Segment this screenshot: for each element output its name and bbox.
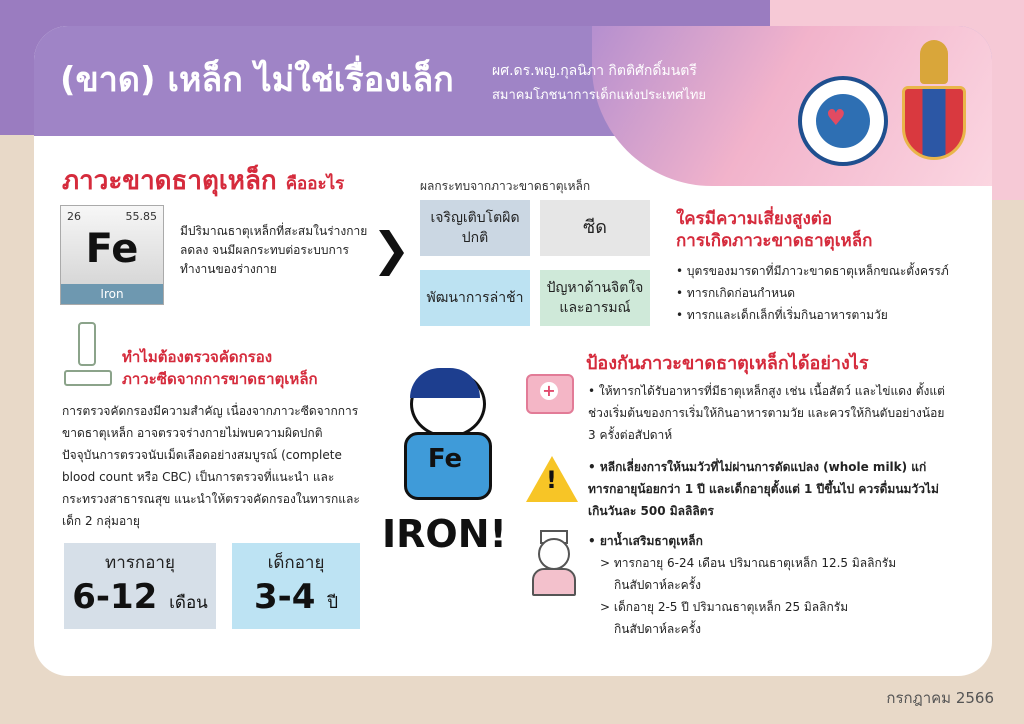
risk-heading-line1: ใครมีความเสี่ยงสูงต่อ xyxy=(676,209,833,229)
crying-child-illustration xyxy=(380,366,510,516)
prevention-point-food: • ให้ทารกได้รับอาหารที่มีธาตุเหล็กสูง เช่น เนื้อสัตว์ และไข่แดง ตั้งแต่ช่วงเริ่มต้นของการเริ่มให้กินอาหารตามวัย และควรให้กินตับอย่างน้อย 3 ครั้งต่อสัปดาห์ xyxy=(588,384,945,442)
screening-heading xyxy=(122,346,318,390)
shield-icon xyxy=(902,86,966,160)
crown-icon xyxy=(920,40,948,84)
age-label: เด็กอายุ xyxy=(267,553,325,573)
nurse-icon xyxy=(528,530,576,594)
element-symbol: Fe xyxy=(85,226,139,272)
effects-label: ผลกระทบจากภาวะขาดธาตุเหล็ก xyxy=(420,179,591,193)
prevention-point-milk: • หลีกเลี่ยงการให้นมวัวที่ไม่ผ่านการดัดแปลง (whole milk) แก่ทารกอายุน้อยกว่า 1 ปี และเด็กอายุตั้งแต่ 1 ปีขึ้นไป ควรดื่มนมวัวไม่เกินวันละ 500 มิลลิลิตร xyxy=(588,460,939,518)
iron-description: มีปริมาณธาตุเหล็กที่สะสมในร่างกายลดลง จนมีผลกระทบต่อระบบการทำงานของร่างกาย xyxy=(180,224,368,276)
age-group-child xyxy=(232,543,360,629)
microscope-icon xyxy=(60,320,110,386)
age-group-infant xyxy=(64,543,216,629)
age-range-value: 3-4 xyxy=(253,577,316,617)
age-unit: ปี xyxy=(327,593,339,613)
iron-caption: IRON! xyxy=(382,512,507,556)
list-item: > ทารกอายุ 6-24 เดือน ปริมาณธาตุเหล็ก 12.5 มิลลิกรัม xyxy=(600,556,897,570)
risk-heading xyxy=(676,208,872,252)
page-title: (ขาด) เหล็ก ไม่ใช่เรื่องเล็ก xyxy=(60,60,454,100)
risk-list xyxy=(676,260,996,326)
effect-emotional: ปัญหาด้านจิตใจและอารมณ์ xyxy=(540,270,650,326)
effect-development: พัฒนาการล่าช้า xyxy=(420,270,530,326)
iron-heading-main: ภาวะขาดธาตุเหล็ก xyxy=(62,166,277,196)
age-unit: เดือน xyxy=(169,593,208,613)
age-range-value: 6-12 xyxy=(72,577,158,617)
list-item: กินสัปดาห์ละครั้ง xyxy=(614,622,701,636)
chevron-right-icon: ❯ xyxy=(372,222,411,276)
iron-deficiency-heading xyxy=(62,160,344,201)
age-range xyxy=(232,576,360,624)
organization-name: สมาคมโภชนาการเด็กแห่งประเทศไทย xyxy=(492,88,707,103)
effect-growth: เจริญเติบโตผิดปกติ xyxy=(420,200,530,256)
element-name: Iron xyxy=(61,284,163,304)
list-item: > เด็กอายุ 2-5 ปี ปริมาณธาตุเหล็ก 25 มิลลิกรัม xyxy=(600,600,849,614)
pediatric-society-logo xyxy=(798,76,888,166)
atomic-mass: 55.85 xyxy=(125,210,157,223)
shirt-label: Fe xyxy=(427,444,463,474)
risk-heading-line2: การเกิดภาวะขาดธาตุเหล็ก xyxy=(676,231,873,251)
list-item: • ทารกเกิดก่อนกำหนด xyxy=(676,282,996,304)
screening-heading-line1: ทำไมต้องตรวจคัดกรอง xyxy=(122,348,273,366)
age-label: ทารกอายุ xyxy=(105,553,175,573)
family-icon: ♥ xyxy=(826,106,846,131)
iron-element-tile xyxy=(60,205,164,305)
iron-heading-suffix: คืออะไร xyxy=(285,174,345,194)
publication-date: กรกฎาคม 2566 xyxy=(886,689,994,707)
screening-text: การตรวจคัดกรองมีความสำคัญ เนื่องจากภาวะซีดจากการขาดธาตุเหล็ก อาจตรวจร่างกายไม่พบความผิดปกติ ปัจจุบันการตรวจนับเม็ดเลือดอย่างสมบูรณ์ (complete blood count หรือ CBC) เป็นการตรวจที่แนะนำ และกระทรวงสาธารณสุข แนะนำให้ตรวจคัดกรองในทารกและเด็ก 2 กลุ่มอายุ xyxy=(62,404,360,528)
age-range xyxy=(64,576,216,624)
child-hair xyxy=(410,368,480,398)
association-crest-logo xyxy=(898,40,970,166)
prevention-point-supplement: • ยาน้ำเสริมธาตุเหล็ก > ทารกอายุ 6-24 เดือน ปริมาณธาตุเหล็ก 12.5 มิลลิกรัม กินสัปดาห์ละครั้ง > เด็กอายุ 2-5 ปี ปริมาณธาตุเหล็ก 25 มิลลิกรัม กินสัปดาห์ละครั้ง xyxy=(588,530,948,640)
list-item: • ทารกและเด็กเล็กที่เริ่มกินอาหารตามวัย xyxy=(676,304,996,326)
author-name: ผศ.ดร.พญ.กุลนิภา กิตติศักดิ์มนตรี xyxy=(492,63,697,79)
list-item: กินสัปดาห์ละครั้ง xyxy=(614,578,701,592)
atomic-number: 26 xyxy=(67,210,81,223)
warning-icon: ! xyxy=(526,456,578,502)
first-aid-kit-icon: + xyxy=(526,374,574,414)
effect-anemia: ซีด xyxy=(540,200,650,256)
screening-heading-line2: ภาวะซีดจากการขาดธาตุเหล็ก xyxy=(122,370,318,388)
list-item: • บุตรของมารดาที่มีภาวะขาดธาตุเหล็กขณะตั้งครรภ์ xyxy=(676,260,996,282)
prevention-heading: ป้องกันภาวะขาดธาตุเหล็กได้อย่างไร xyxy=(586,353,869,374)
